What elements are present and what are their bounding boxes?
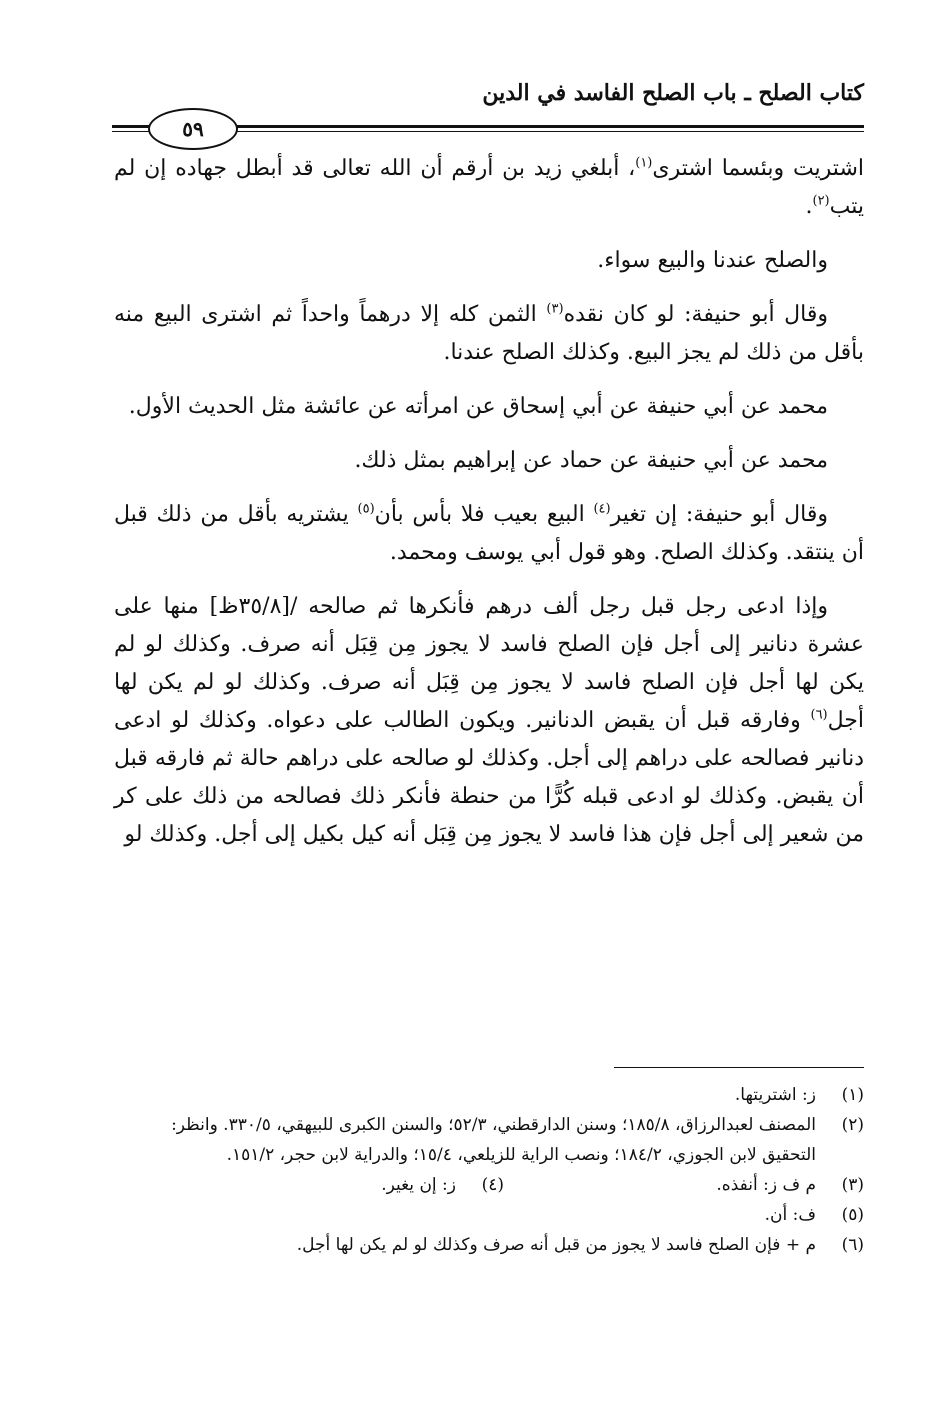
footnote-rule bbox=[614, 1067, 864, 1068]
paragraph-1 bbox=[114, 150, 864, 226]
paragraph-2: والصلح عندنا والبيع سواء. bbox=[597, 248, 828, 273]
footnote-ref: (٦) bbox=[810, 707, 828, 723]
footnote-2 bbox=[114, 1110, 864, 1170]
footnote-number: (١) bbox=[841, 1085, 864, 1105]
footnote-text: المصنف لعبدالرزاق، ١٨٥/٨؛ وسنن الدارقطني، ٥٢/٣؛ والسنن الكبرى للبيهقي، ٣٣٠/٥. وانظر: التحقيق لابن الجوزي، ١٨٤/٢؛ ونصب الراية للزيلعي، ١٥/٤؛ والدراية لابن حجر، ١٥١/٢. bbox=[171, 1115, 816, 1165]
footnote-text: ز: اشتريتها. bbox=[734, 1085, 816, 1105]
footnotes bbox=[114, 1080, 864, 1260]
footnote-text: م ف ز: أنفذه. bbox=[716, 1175, 816, 1195]
footnote-4 bbox=[144, 1170, 504, 1200]
footnote-5 bbox=[114, 1200, 864, 1230]
page-number: ٥٩ bbox=[148, 108, 238, 150]
paragraph-text: وإذا ادعى رجل قبل رجل ألف درهم فأنكرها ثم صالحه /[٣٥/٨ظ] منها على عشرة دنانير إلى أجل فإن الصلح فاسد لا يجوز مِن قِبَل أنه صرف. وكذلك لو لم يكن لها أجل فإن الصلح فاسد لا يجوز مِن قِبَل أنه صرف. وكذلك لو لم يكن لها أجل bbox=[114, 594, 864, 733]
paragraph-text: وفارقه قبل أن يقبض الدنانير. ويكون الطالب على دعواه. وكذلك لو ادعى دنانير فصالحه على دراهم إلى أجل. وكذلك لو صالحه على دراهم حالة ثم فارقه قبل أن يقبض. وكذلك لو ادعى قبله كُرًّا من حنطة فأنكر ذلك فصالحه من ذلك على كر من شعير إلى أجل فإن هذا فاسد لا يجوز مِن قِبَل أنه كيل بكيل إلى أجل. وكذلك لو bbox=[114, 708, 864, 847]
paragraph-3 bbox=[114, 296, 864, 372]
footnote-ref: (٥) bbox=[357, 501, 375, 517]
paragraph-text: اشتريت وبئسما اشترى bbox=[652, 156, 864, 181]
footnote-number: (٢) bbox=[841, 1115, 864, 1135]
footnote-text: ز: إن يغير. bbox=[381, 1175, 456, 1195]
footnote-text: ف: أن. bbox=[764, 1205, 816, 1225]
footnote-number: (٥) bbox=[841, 1205, 864, 1225]
paragraph-5: محمد عن أبي حنيفة عن حماد عن إبراهيم بمثل ذلك. bbox=[354, 448, 828, 473]
paragraph-text: ، أبلغي زيد بن أرقم أن الله تعالى قد أبطل جهاده إن لم يتب bbox=[114, 156, 864, 219]
footnote-number: (٤) bbox=[481, 1175, 504, 1195]
paragraph-text: وقال أبو حنيفة: لو كان نقده bbox=[563, 302, 828, 327]
footnote-3 bbox=[504, 1170, 864, 1200]
paragraph-7 bbox=[114, 588, 864, 854]
paragraph-4: محمد عن أبي حنيفة عن أبي إسحاق عن امرأته عن عائشة مثل الحديث الأول. bbox=[128, 394, 828, 419]
footnote-ref: (٢) bbox=[812, 193, 830, 209]
paragraph-text: . bbox=[805, 194, 813, 219]
footnote-number: (٦) bbox=[841, 1235, 864, 1255]
footnote-1 bbox=[114, 1080, 864, 1110]
footnote-text: م + فإن الصلح فاسد لا يجوز من قبل أنه صرف وكذلك لو لم يكن لها أجل. bbox=[296, 1235, 816, 1255]
footnote-ref: (١) bbox=[635, 155, 653, 171]
paragraph-text: الثمن كله إلا درهماً واحداً ثم اشترى البيع منه بأقل من ذلك لم يجز البيع. وكذلك الصلح عندنا. bbox=[114, 302, 864, 365]
footnote-row bbox=[114, 1170, 864, 1200]
paragraph-6 bbox=[114, 496, 864, 572]
running-title: كتاب الصلح ـ باب الصلح الفاسد في الدين bbox=[482, 80, 864, 106]
paragraph-text: البيع بعيب فلا بأس بأن bbox=[374, 502, 594, 527]
footnote-number: (٣) bbox=[841, 1175, 864, 1195]
main-text bbox=[114, 150, 864, 870]
paragraph-text: وقال أبو حنيفة: إن تغير bbox=[610, 502, 828, 527]
paragraph-text: يشتريه بأقل من ذلك قبل أن ينتقد. وكذلك الصلح. وهو قول أبي يوسف ومحمد. bbox=[114, 502, 864, 565]
footnote-6 bbox=[114, 1230, 864, 1260]
footnote-ref: (٤) bbox=[593, 501, 611, 517]
footnote-ref: (٣) bbox=[546, 301, 564, 317]
